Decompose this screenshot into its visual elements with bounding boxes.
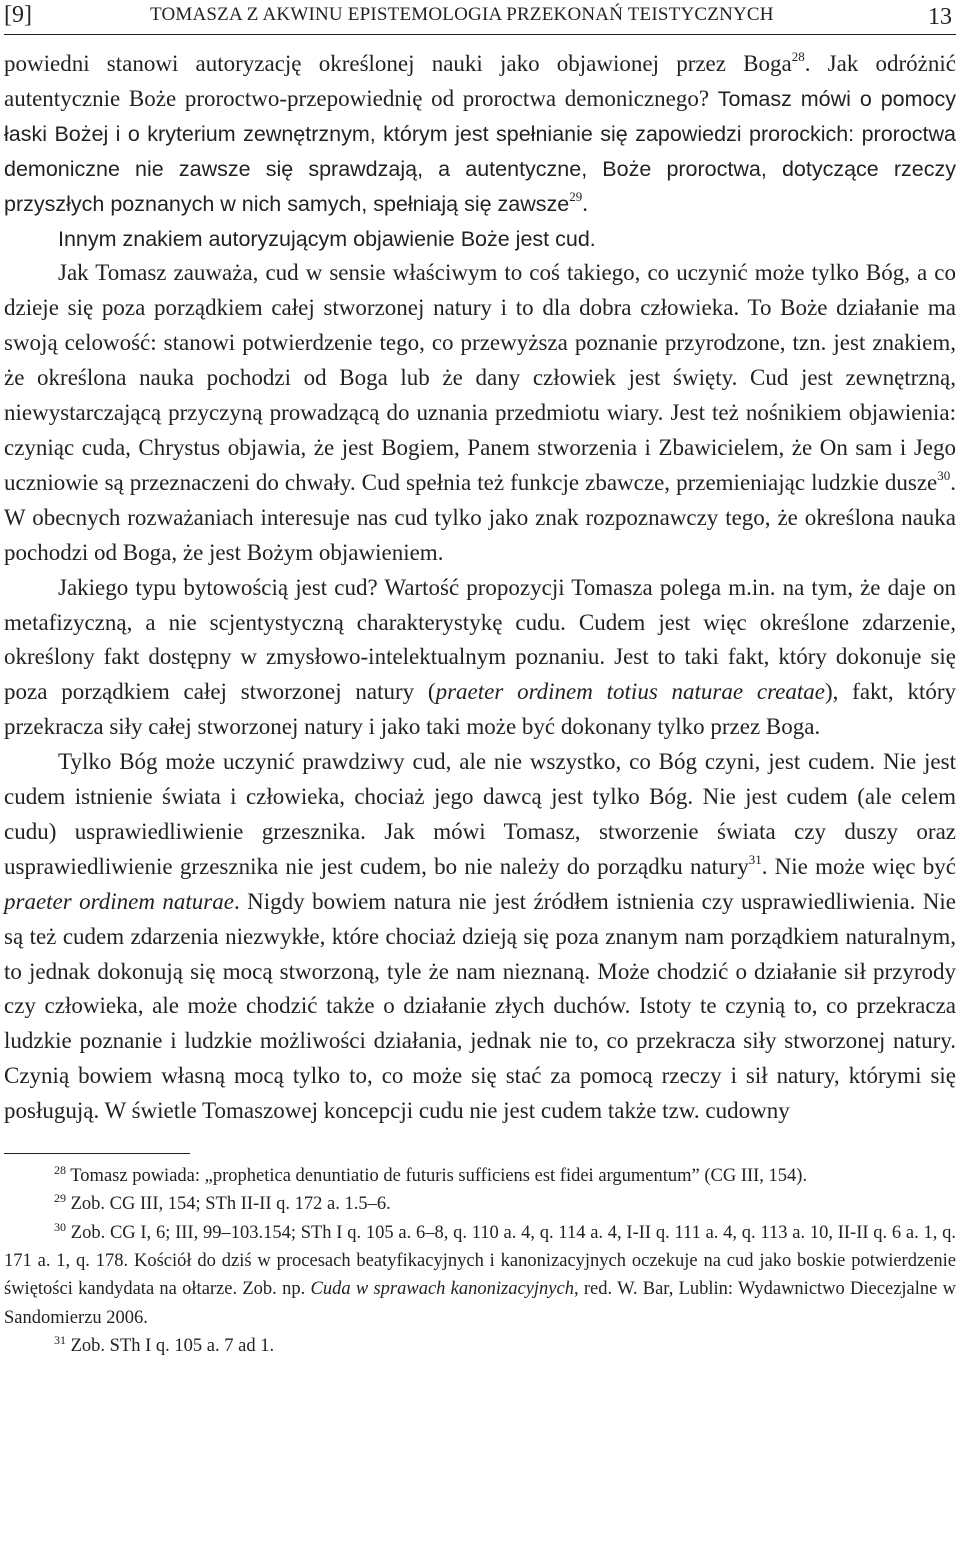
- footnote-30-text-b: , red. W. Bar, Lublin: Wydawnictwo Diecezjalne w Sandomierzu 2006.: [4, 1279, 956, 1328]
- footnote-28-text: Tomasz powiada: „prophetica denuntiatio de futuris sufficiens est fidei argumentum” (CG III, 154).: [70, 1166, 808, 1187]
- footnote-ref-31: 31: [748, 851, 762, 867]
- paragraph-1-text-a: powiedni stanowi autoryzację określonej nauki jako objawionej przez Boga: [4, 51, 792, 76]
- footnote-28: [4, 1162, 956, 1190]
- footnote-number-30: 30: [54, 1219, 66, 1234]
- paragraph-3-text-a: Jak Tomasz zauważa, cud w sensie właściwym to coś takiego, co uczynić może tylko Bóg, a co dzieje się poza porządkiem całej stworzonej natury i to dla dobra człowieka. To Boże działanie ma swoją celowość: stanowi potwierdzenie tego, co przewyższa poznanie przyrodzone, tzn. jest znakiem, że określona nauka pochodzi od Boga lub że dany człowiek jest święty. Cud jest zewnętrzną, niewystarczającą przyczyną prowadzącą do uznania przedmiotu wiary. Jest też nośnikiem objawienia: czyniąc cuda, Chrystus objawia, że jest Bogiem, Panem stworzenia i Zbawicielem, że On sam i Jego uczniowie są przeznaczeni do chwały. Cud spełnia też funkcje zbawcze, przemieniając ludzkie dusze: [4, 260, 956, 495]
- paragraph-4: [4, 571, 956, 746]
- footnote-ref-29: 29: [569, 188, 583, 204]
- paragraph-5-latin-phrase: praeter ordinem naturae: [4, 888, 234, 914]
- paragraph-1-text-d: .: [582, 190, 588, 216]
- footnote-number-31: 31: [54, 1332, 66, 1347]
- footnote-30-text-a: Zob. CG I, 6; III, 99–103.154; STh I q. 105 a. 6–8, q. 110 a. 4, q. 114 a. 4, I-II q. 111 a. 4, q. 113 a. 10, II-II q. 6 a. 1, q. 171 a. 1, q. 178. Kościół do dziś w procesach beatyfikacyjnych i kanonizacyjnych oczekuje na cud jako boskie potwierdzenie świętości kandydata na ołtarze. Zob. np.: [4, 1222, 957, 1300]
- footnote-29-text: Zob. CG III, 154; STh II-II q. 172 a. 1.5–6.: [70, 1194, 391, 1215]
- paragraph-5-text-b: . Nie może więc być: [761, 853, 956, 879]
- running-title: TOMASZA Z AKWINU EPISTEMOLOGIA PRZEKONAŃ TEISTYCZNYCH: [150, 4, 774, 25]
- page-number: 13: [928, 4, 952, 30]
- paragraph-5-text-a: Tylko Bóg może uczynić prawdziwy cud, ale nie wszystko, co Bóg czyni, jest cudem. Nie jest cudem istnienie świata i człowieka, chociaż jego dawcą jest tylko Bóg. Nie jest cudem (ale celem cudu) usprawiedliwienie grzesznika. Jak mówi Tomasz, stworzenie świata czy duszy oraz usprawiedliwienie grzesznika nie jest cudem, bo nie należy do porządku natury: [4, 749, 956, 879]
- paragraph-3: [4, 256, 956, 570]
- footnote-ref-28: 28: [791, 49, 805, 64]
- footnote-29: [4, 1190, 956, 1218]
- paragraph-5: [4, 745, 956, 1129]
- paragraph-2: Innym znakiem autoryzującym objawienie Boże jest cud.: [58, 226, 596, 251]
- paragraph-1: [4, 47, 956, 222]
- body-text: [4, 47, 956, 1129]
- page-marker: [9]: [4, 2, 32, 28]
- page: [4, 0, 956, 1360]
- paragraph-4-latin-phrase: praeter ordinem totius naturae creatae: [435, 679, 825, 705]
- footnote-31: [4, 1332, 956, 1360]
- footnote-number-29: 29: [54, 1191, 66, 1206]
- paragraph-4-text-a: Jakiego typu bytowością jest cud? Wartość propozycji Tomasza polega m.in. na tym, że daje on metafizyczną, a nie scjentystyczną charakterystykę cudu. Cudem jest więc określone zdarzenie, określony fakt dostępny w zmysłowo-intelektualnym poznaniu. Jest to taki fakt, który dokonuje się poza porządkiem całej stworzonej natury (: [4, 574, 956, 705]
- footnote-separator: [4, 1153, 190, 1154]
- running-header: [4, 0, 956, 35]
- footnote-number-28: 28: [54, 1163, 66, 1178]
- paragraph-1-text-b: . Jak odróżnić autentycznie Boże proroctwo-przepowiednię od proroctwa demonicznego?: [4, 51, 956, 111]
- footnote-30: [4, 1219, 956, 1332]
- paragraph-5-text-c: . Nigdy bowiem natura nie jest źródłem istnienia czy usprawiedliwienia. Nie są też cudem zdarzenia niezwykłe, które chociaż dzieją się poza znanym nam porządkiem naturalnym, to jednak dokonują się mocą stworzoną, tyle że nam nieznaną. Może chodzić o działanie sił przyrody czy człowieka, ale może chodzić także o działanie złych duchów. Istoty te czynią to, co przekracza ludzkie poznanie i ludzkie możliwości działania, jednak nie to, co przekracza siły stworzonej natury. Czynią bowiem własną mocą tylko to, co może się stać za pomocą rzeczy i sił natury, którymi się posługują. W świetle Tomaszowej koncepcji cudu nie jest cudem także tzw. cudowny: [4, 888, 956, 1124]
- footnote-ref-30: 30: [937, 467, 951, 483]
- footnotes: [4, 1162, 956, 1360]
- footnote-31-text: Zob. STh I q. 105 a. 7 ad 1.: [70, 1335, 275, 1356]
- paragraph-1-text-c: Tomasz mówi o pomocy łaski Bożej i o kryterium zewnętrznym, którym jest spełnianie się zapowiedzi prorockich: proroctwa demoniczne nie zawsze się sprawdzają, a autentyczne, Boże proroctwa, dotyczące rzeczy przyszłych poznanych w nich samych, spełniają się zawsze: [4, 86, 956, 216]
- paragraph-4-text-b: ), fakt, który przekracza siły całej stworzonej natury i jako taki może być dokonany tylko przez Boga.: [4, 679, 956, 740]
- paragraph-3-text-b: . W obecnych rozważaniach interesuje nas cud tylko jako znak rozpoznawczy tego, że określona nauka pochodzi od Boga, że jest Bożym objawieniem.: [4, 469, 956, 565]
- footnote-30-book-title: Cuda w sprawach kanonizacyjnych: [310, 1279, 574, 1300]
